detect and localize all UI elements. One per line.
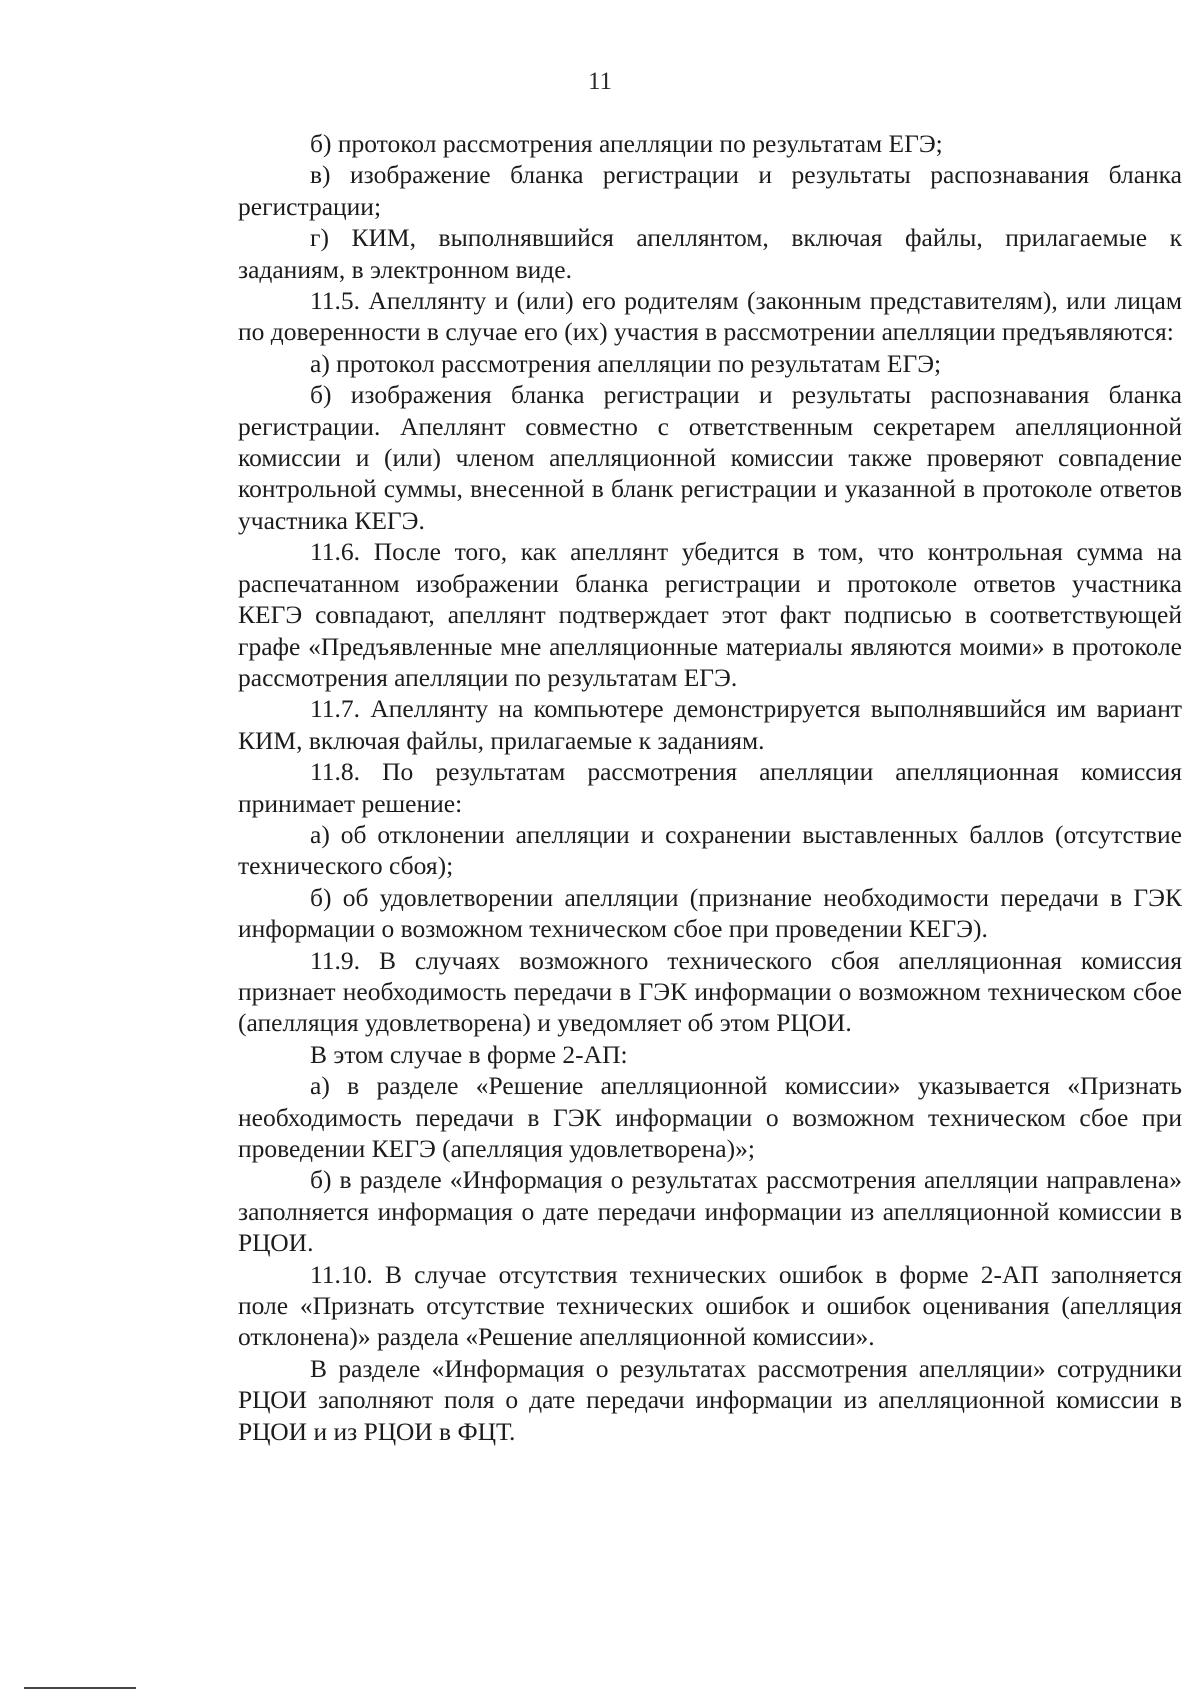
paragraph: 11.9. В случаях возможного технического сбоя апелляционная комиссия признает необходимость передачи в ГЭК информации о возможном техническом сбое (апелляция удовлетворена) и уведомляет об этом РЦОИ. xyxy=(238,945,1182,1038)
document-body xyxy=(238,128,1182,1447)
paragraph: 11.6. После того, как апеллянт убедится в том, что контрольная сумма на распечатанном изображении бланка регистрации и протоколе ответов участника КЕГЭ совпадают, апеллянт подтверждает этот факт подписью в соответствующей графе «Предъявленные мне апелляционные материалы являются моими» в протоколе рассмотрения апелляции по результатам ЕГЭ. xyxy=(238,537,1182,692)
paragraph: б) изображения бланка регистрации и результаты распознавания бланка регистрации. Апеллянт совместно с ответственным секретарем апелляционной комиссии и (или) членом апелляционной комиссии также проверяют совпадение контрольной суммы, внесенной в бланк регистрации и указанной в протоколе ответов участника КЕГЭ. xyxy=(238,380,1182,535)
paragraph: б) протокол рассмотрения апелляции по результатам ЕГЭ; xyxy=(310,129,943,158)
paragraph: б) в разделе «Информация о результатах рассмотрения апелляции направлена» заполняется информация о дате передачи информации из апелляционной комиссии в РЦОИ. xyxy=(238,1165,1182,1258)
paragraph: В этом случае в форме 2-АП: xyxy=(310,1039,628,1069)
paragraph: а) об отклонении апелляции и сохранении выставленных баллов (отсутствие технического сбоя); xyxy=(238,819,1182,881)
paragraph: а) протокол рассмотрения апелляции по результатам ЕГЭ; xyxy=(310,348,942,378)
paragraph: г) КИМ, выполнявшийся апеллянтом, включая файлы, прилагаемые к заданиям, в электронном виде. xyxy=(238,223,1182,284)
paragraph: 11.5. Апеллянту и (или) его родителям (законным представителям), или лицам по доверенности в случае его (их) участия в рассмотрении апелляции предъявляются: xyxy=(238,286,1182,347)
paragraph: а) в разделе «Решение апелляционной комиссии» указывается «Признать необходимость передачи в ГЭК информации о возможном техническом сбое при проведении КЕГЭ (апелляция удовлетворена)»; xyxy=(238,1071,1182,1163)
paragraph: 11.7. Апеллянту на компьютере демонстрируется выполнявшийся им вариант КИМ, включая файлы, прилагаемые к заданиям. xyxy=(238,694,1182,755)
paragraph: б) об удовлетворении апелляции (признание необходимости передачи в ГЭК информации о возможном техническом сбое при проведении КЕГЭ). xyxy=(238,882,1182,944)
paragraph: 11.10. В случае отсутствия технических ошибок в форме 2-АП заполняется поле «Признать отсутствие технических ошибок и ошибок оценивания (апелляция отклонена)» раздела «Решение апелляционной комиссии». xyxy=(238,1259,1182,1352)
paragraph: 11.8. По результатам рассмотрения апелляции апелляционная комиссия принимает решение: xyxy=(238,757,1182,818)
paragraph: в) изображение бланка регистрации и результаты распознавания бланка регистрации; xyxy=(238,160,1182,221)
footnote-separator xyxy=(24,1687,136,1689)
page-number: 11 xyxy=(587,68,613,95)
paragraph: В разделе «Информация о результатах рассмотрения апелляции» сотрудники РЦОИ заполняют поля о дате передачи информации из апелляционной комиссии в РЦОИ и из РЦОИ в ФЦТ. xyxy=(238,1353,1182,1446)
